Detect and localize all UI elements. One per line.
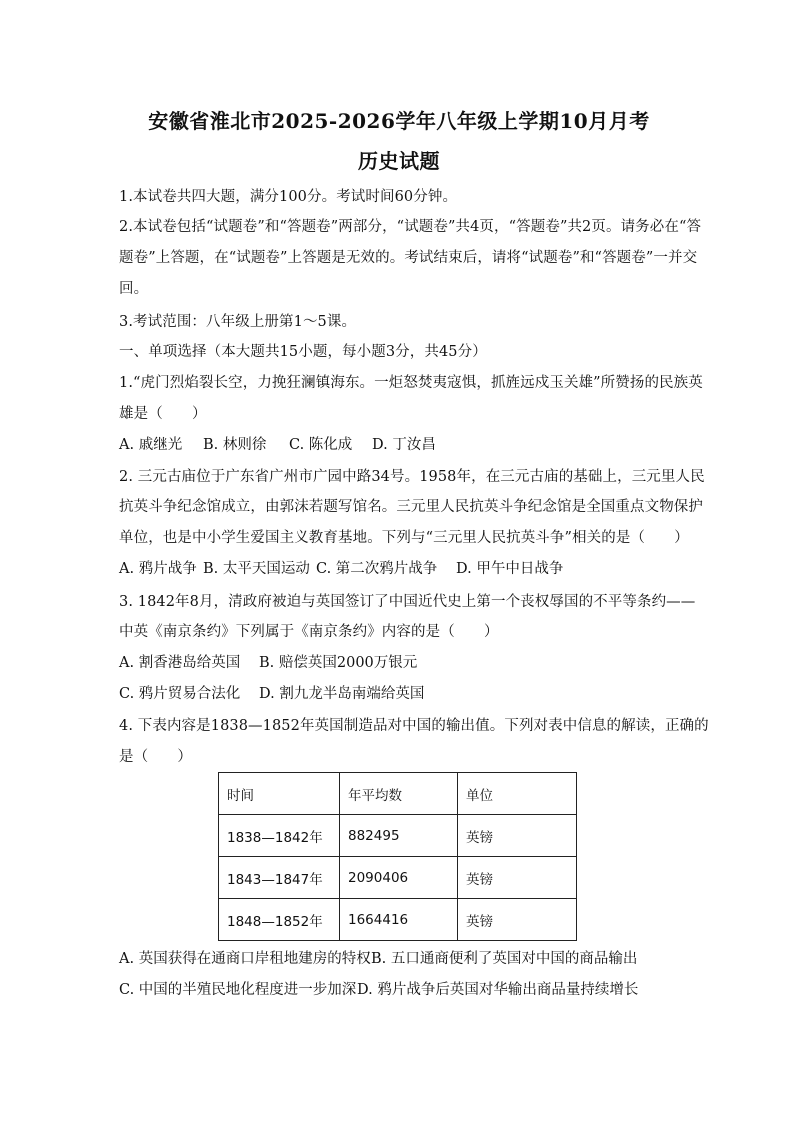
- option-d: D. 甲午中日战争: [456, 561, 564, 577]
- section-heading: 一、单项选择（本大题共15小题，每小题3分，共45分）: [119, 344, 487, 360]
- question-3-text: 3. 1842年8月，清政府被迫与英国签订了中国近代史上第一个丧权辱国的不平等条约——: [119, 594, 696, 610]
- instruction-line: 题卷”上答题，在“试题卷”上答题是无效的。考试结束后，请将“试题卷”和“答题卷”一并交: [119, 250, 698, 266]
- option-d: D. 鸦片战争后英国对华输出商品量持续增长: [357, 982, 639, 998]
- question-3-text: 中英《南京条约》下列属于《南京条约》内容的是（ ）: [119, 624, 499, 640]
- question-2-text: 2. 三元古庙位于广东省广州市广园中路34号。1958年，在三元古庙的基础上，三元里人民: [119, 469, 705, 485]
- table-row: [219, 857, 577, 899]
- option-d: D. 割九龙半岛南端给英国: [259, 686, 425, 702]
- option-c: C. 陈化成: [289, 437, 353, 453]
- option-c: C. 鸦片贸易合法化: [119, 686, 241, 702]
- option-b: B. 林则徐: [203, 437, 267, 453]
- table-cell: 1664416: [340, 899, 458, 941]
- table-cell: 1848—1852年: [219, 899, 340, 941]
- table-header-cell: 年平均数: [340, 773, 458, 815]
- option-c: C. 中国的半殖民地化程度进一步加深: [119, 982, 357, 998]
- table-cell: 英镑: [458, 815, 577, 857]
- table-header-cell: 单位: [458, 773, 577, 815]
- table-header-cell: 时间: [219, 773, 340, 815]
- table-row: [219, 899, 577, 941]
- table-cell: 2090406: [340, 857, 458, 899]
- question-3-options: [119, 684, 679, 704]
- option-b: B. 五口通商便利了英国对中国的商品输出: [371, 951, 638, 967]
- page-subtitle: 历史试题: [358, 149, 440, 173]
- instruction-line: 3.考试范围：八年级上册第1～5课。: [119, 314, 357, 330]
- question-1-text: 1.“虎门烈焰裂长空，力挽狂澜镇海东。一炬怒焚夷寇惧，抓旌远戍玉关雄”所赞扬的民族英: [119, 375, 703, 391]
- question-2-options: [119, 559, 679, 579]
- option-a: A. 英国获得在通商口岸租地建房的特权: [119, 951, 371, 967]
- instruction-line: 2.本试卷包括“试题卷”和“答题卷”两部分，“试题卷”共4页，“答题卷”共2页。请务必在“答: [119, 219, 702, 235]
- question-1-text: 雄是（ ）: [119, 406, 207, 422]
- option-d: D. 丁汝昌: [372, 437, 436, 453]
- option-a: A. 割香港岛给英国: [119, 655, 241, 671]
- question-4-text: 是（ ）: [119, 749, 192, 765]
- question-2-text: 单位，也是中小学生爱国主义教育基地。下列与“三元里人民抗英斗争”相关的是（ ）: [119, 530, 689, 546]
- table-cell: 英镑: [458, 899, 577, 941]
- option-b: B. 赔偿英国2000万银元: [259, 655, 418, 671]
- instruction-line: 1.本试卷共四大题，满分100分。考试时间60分钟。: [119, 189, 458, 205]
- export-value-table: [218, 772, 577, 941]
- question-4-options: [119, 949, 679, 969]
- option-b: B. 太平天国运动: [203, 561, 310, 577]
- table-cell: 英镑: [458, 857, 577, 899]
- option-a: A. 鸦片战争: [119, 561, 197, 577]
- question-3-options: [119, 653, 679, 673]
- page-title: 安徽省淮北市2025-2026学年八年级上学期10月月考: [148, 109, 650, 133]
- instruction-line: 回。: [119, 281, 149, 297]
- table-row: [219, 815, 577, 857]
- question-4-text: 4. 下表内容是1838—1852年英国制造品对中国的输出值。下列对表中信息的解读，正确的: [119, 718, 709, 734]
- table-cell: 882495: [340, 815, 458, 857]
- option-a: A. 戚继光: [119, 437, 183, 453]
- question-4-options: [119, 980, 679, 1000]
- option-c: C. 第二次鸦片战争: [316, 561, 438, 577]
- table-cell: 1838—1842年: [219, 815, 340, 857]
- table-header-row: [219, 773, 577, 815]
- question-1-options: [119, 435, 679, 455]
- table-cell: 1843—1847年: [219, 857, 340, 899]
- question-2-text: 抗英斗争纪念馆成立，由郭沫若题写馆名。三元里人民抗英斗争纪念馆是全国重点文物保护: [119, 499, 703, 515]
